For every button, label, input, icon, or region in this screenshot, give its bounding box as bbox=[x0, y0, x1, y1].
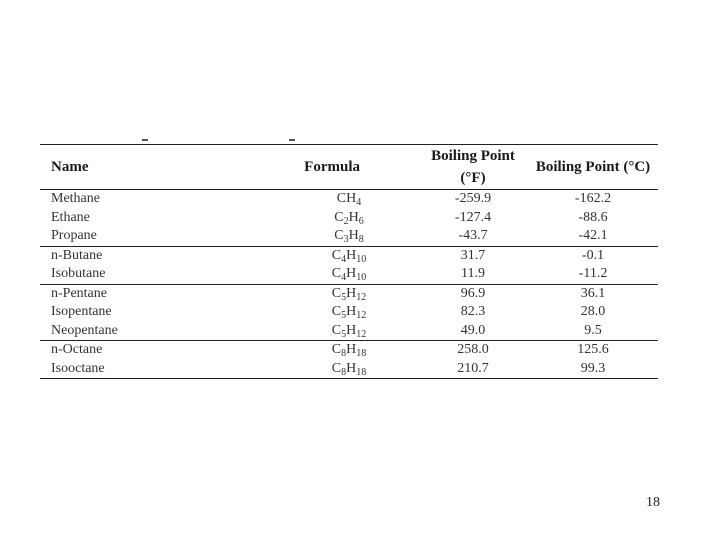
cell-boiling-point-c: -162.2 bbox=[574, 191, 612, 207]
cell-name: n-Butane bbox=[51, 247, 103, 263]
formula-element: C bbox=[331, 285, 342, 301]
formula-element: H bbox=[348, 228, 359, 244]
formula-element: C bbox=[331, 360, 342, 376]
formula-subscript: 12 bbox=[356, 310, 367, 322]
formula-subscript: 10 bbox=[356, 253, 367, 265]
formula-subscript: 12 bbox=[356, 328, 367, 340]
header-boiling-point-c: Boiling Point (°C) bbox=[535, 159, 651, 175]
formula-element: H bbox=[346, 285, 357, 301]
cell-boiling-point-f: 49.0 bbox=[388, 322, 528, 341]
formula-subscript: 8 bbox=[341, 348, 347, 360]
cell-formula bbox=[240, 360, 388, 379]
cell-formula bbox=[240, 190, 388, 209]
formula-element: H bbox=[346, 191, 357, 207]
cell-boiling-point-f: 210.7 bbox=[388, 360, 528, 379]
cell-boiling-point-c: 9.5 bbox=[528, 322, 658, 341]
cell-boiling-point-f: 11.9 bbox=[388, 265, 528, 284]
cell-name: Isooctane bbox=[40, 360, 240, 379]
table-row bbox=[40, 322, 658, 341]
formula-element: H bbox=[346, 322, 357, 338]
cell-name: Isopentane bbox=[51, 304, 112, 320]
cell-name: n-Pentane bbox=[51, 285, 107, 301]
cell-name: Ethane bbox=[51, 209, 90, 225]
cell-formula bbox=[240, 227, 388, 246]
cell-name: Neopentane bbox=[40, 322, 240, 341]
formula-element: C bbox=[331, 304, 342, 320]
formula-subscript: 10 bbox=[356, 272, 367, 284]
formula-element: C bbox=[334, 209, 344, 225]
cell-formula bbox=[240, 284, 388, 303]
formula-element: C bbox=[331, 322, 342, 338]
formula-element: C bbox=[331, 342, 342, 358]
cell-name: Propane bbox=[40, 227, 240, 246]
cell-boiling-point-f: 258.0 bbox=[457, 342, 489, 358]
table-row bbox=[40, 341, 658, 360]
formula-element: H bbox=[346, 247, 357, 263]
cell-boiling-point-c: 99.3 bbox=[528, 360, 658, 379]
table-row bbox=[40, 360, 658, 379]
table-row bbox=[40, 209, 658, 228]
boiling-point-table-container bbox=[40, 144, 658, 379]
cell-boiling-point-c: -0.1 bbox=[581, 247, 605, 263]
boiling-point-table bbox=[40, 144, 658, 379]
cell-boiling-point-f: 96.9 bbox=[460, 285, 486, 301]
formula-element: H bbox=[346, 266, 357, 282]
table-row bbox=[40, 265, 658, 284]
cell-name: Methane bbox=[51, 191, 100, 207]
table-header-row bbox=[40, 145, 658, 190]
formula-subscript: 2 bbox=[343, 215, 349, 227]
formula-element: C bbox=[334, 228, 344, 244]
cell-formula bbox=[240, 303, 388, 322]
table-row bbox=[40, 303, 658, 322]
cell-name: n-Octane bbox=[51, 342, 103, 358]
formula-subscript: 12 bbox=[356, 291, 367, 303]
formula-subscript: 8 bbox=[358, 234, 364, 246]
formula-subscript: 4 bbox=[341, 253, 347, 265]
cell-boiling-point-c: 125.6 bbox=[577, 342, 609, 358]
cell-boiling-point-f: -43.7 bbox=[388, 227, 528, 246]
header-formula: Formula bbox=[304, 159, 360, 175]
page-number: 18 bbox=[646, 495, 660, 510]
cell-boiling-point-f: -259.9 bbox=[454, 191, 492, 207]
formula-subscript: 3 bbox=[343, 234, 349, 246]
cell-boiling-point-c: -88.6 bbox=[578, 209, 608, 225]
cell-boiling-point-c: -11.2 bbox=[528, 265, 658, 284]
table-row bbox=[40, 246, 658, 265]
cell-formula bbox=[240, 322, 388, 341]
cell-boiling-point-f: 82.3 bbox=[460, 304, 486, 320]
formula-element: C bbox=[331, 266, 342, 282]
cell-boiling-point-c: 28.0 bbox=[580, 304, 606, 320]
formula-element: H bbox=[348, 209, 359, 225]
cell-boiling-point-f: 31.7 bbox=[460, 247, 486, 263]
formula-subscript: 18 bbox=[356, 348, 367, 360]
cell-boiling-point-c: -42.1 bbox=[528, 227, 658, 246]
table-row bbox=[40, 284, 658, 303]
formula-subscript: 8 bbox=[341, 366, 347, 378]
formula-subscript: 6 bbox=[358, 215, 364, 227]
decorative-tick-mark bbox=[142, 139, 148, 141]
cell-name: Isobutane bbox=[40, 265, 240, 284]
formula-subscript: 4 bbox=[356, 197, 362, 209]
decorative-tick-mark bbox=[289, 139, 295, 141]
cell-formula bbox=[240, 265, 388, 284]
table-row bbox=[40, 190, 658, 209]
formula-element: H bbox=[346, 304, 357, 320]
header-name: Name bbox=[51, 159, 89, 175]
formula-subscript: 5 bbox=[341, 310, 347, 322]
formula-element: C bbox=[331, 247, 342, 263]
cell-boiling-point-f: -127.4 bbox=[454, 209, 492, 225]
table-row bbox=[40, 227, 658, 246]
header-boiling-point-f: Boiling Point (°F) bbox=[431, 148, 515, 186]
formula-subscript: 5 bbox=[341, 328, 347, 340]
cell-formula bbox=[240, 341, 388, 360]
table-body bbox=[40, 190, 658, 379]
formula-element: H bbox=[346, 360, 357, 376]
cell-boiling-point-c: 36.1 bbox=[580, 285, 606, 301]
formula-subscript: 5 bbox=[341, 291, 347, 303]
formula-subscript: 18 bbox=[356, 366, 367, 378]
cell-formula bbox=[240, 246, 388, 265]
cell-formula bbox=[240, 209, 388, 228]
formula-element: C bbox=[336, 191, 347, 207]
formula-subscript: 4 bbox=[341, 272, 347, 284]
formula-element: H bbox=[346, 342, 357, 358]
